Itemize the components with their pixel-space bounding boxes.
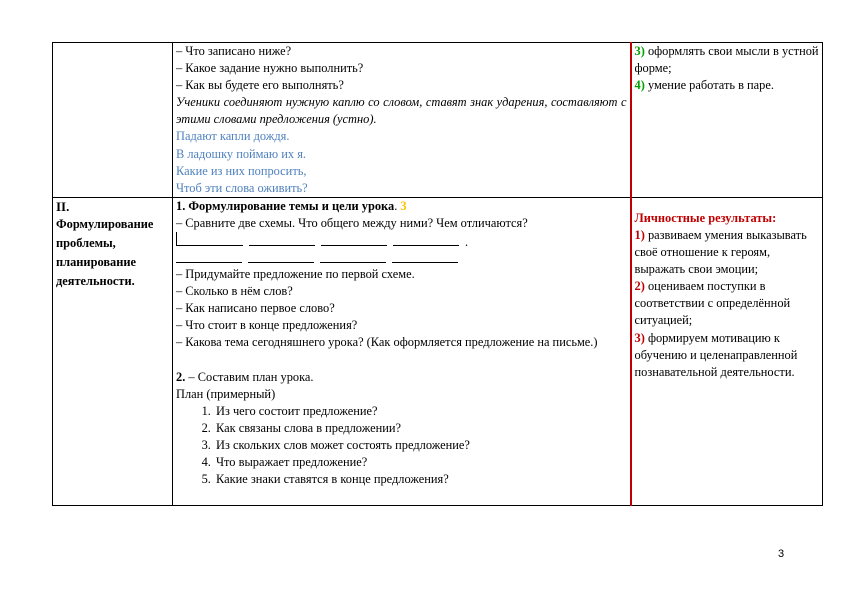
list-item: 1. Из чего состоит предложение? — [214, 403, 627, 420]
result-item: 4) умение работать в паре. — [634, 78, 774, 93]
result-item: 1) развиваем умения выказывать своё отношение к героям, выражать свои эмоции; — [634, 227, 807, 277]
result-item: 2) оцениваем поступки в соответствии с определённой ситуацией; — [634, 279, 791, 328]
result-item: 3) оформлять свои мысли в устной форме; — [634, 44, 819, 76]
list-item: 5. Какие знаки ставятся в конце предложения? — [214, 471, 627, 488]
list-item: 3. Из скольких слов может состоять предложение? — [214, 437, 627, 454]
question-text: – Какое задание нужно выполнить? — [176, 61, 364, 76]
stage-cell — [53, 197, 173, 505]
stage-title: Формулирование проблемы, планирование деятельности. — [56, 216, 154, 288]
poem-line: Чтоб эти слова оживить? — [176, 180, 308, 195]
question-text: – Сколько в нём слов? — [176, 284, 293, 299]
sentence-scheme-2 — [176, 249, 627, 266]
results-heading: Личностные результаты: — [634, 210, 777, 225]
plan-intro: 2. – Составим план урока. — [176, 369, 314, 384]
sentence-scheme-1: . — [176, 232, 627, 249]
lesson-plan-table — [52, 42, 823, 506]
question-text: – Как написано первое слово? — [176, 301, 335, 316]
question-text: – Придумайте предложение по первой схеме. — [176, 267, 415, 282]
poem-line: В ладошку поймаю их я. — [176, 146, 307, 161]
question-text: – Как вы будете его выполнять? — [176, 78, 344, 93]
stage-number: II. — [56, 198, 70, 214]
table-row — [53, 43, 823, 198]
table-row — [53, 197, 823, 505]
section-heading: 1. Формулирование темы и цели урока. 3 — [176, 198, 407, 213]
question-text: – Что записано ниже? — [176, 44, 292, 58]
poem-line: Падают капли дождя. — [176, 129, 290, 144]
stage-cell — [53, 43, 173, 198]
question-text: – Сравните две схемы. Что общего между ними? Чем отличаются? — [176, 215, 528, 230]
plan-list — [176, 403, 627, 488]
question-text: – Какова тема сегодняшнего урока? (Как оформляется предложение на письме.) — [176, 335, 598, 350]
question-text: – Что стоит в конце предложения? — [176, 318, 358, 333]
student-task-text: Ученики соединяют нужную каплю со словом, ставят знак ударения, составляют с этими словами предложения (устно). — [176, 95, 627, 127]
plan-title: План (примерный) — [176, 386, 276, 401]
list-item: 4. Что выражает предложение? — [214, 454, 627, 471]
page-number: 3 — [778, 548, 785, 560]
activity-cell — [173, 43, 631, 198]
list-item: 2. Как связаны слова в предложении? — [214, 420, 627, 437]
activity-cell — [173, 197, 631, 505]
results-cell — [631, 197, 823, 505]
poem-line: Какие из них попросить, — [176, 163, 307, 178]
result-item: 3) формируем мотивацию к обучению и целенаправленной познавательной деятельности. — [634, 330, 798, 379]
results-cell — [631, 43, 823, 198]
